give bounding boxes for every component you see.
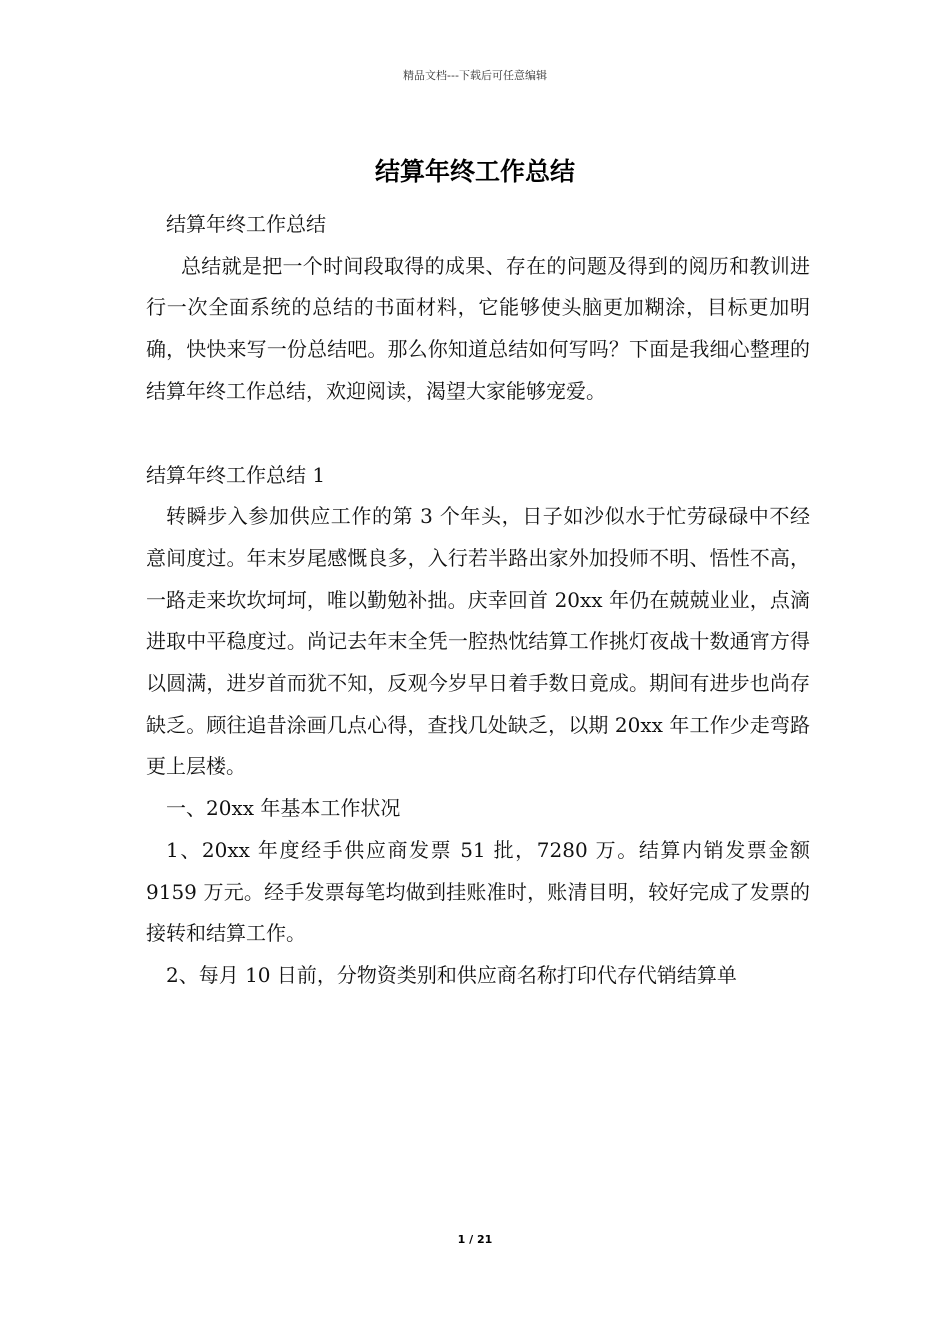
paragraph-intro: 总结就是把一个时间段取得的成果、存在的问题及得到的阅历和教训进行一次全面系统的总结的书面材料，它能够使头脑更加糊涂，目标更加明确，快快来写一份总结吧。那么你知道总结如何写吗？下面是我细心整理的结算年终工作总结，欢迎阅读，渴望大家能够宠爱。 — [146, 253, 810, 403]
page-header: 精品文档---下载后可任意编辑 — [403, 69, 547, 82]
subsection-heading: 一、20xx 年基本工作状况 — [166, 796, 401, 821]
document-body — [146, 204, 810, 997]
paragraph-body: 转瞬步入参加供应工作的第 3 个年头，日子如沙似水于忙劳碌碌中不经意间度过。年末岁尾感慨良多，入行若半路出家外加投师不明、悟性不高，一路走来坎坎坷坷，唯以勤勉补拙。庆幸回首 20xx 年仍在兢兢业业，点滴进取中平稳度过。尚记去年末全凭一腔热忱结算工作挑灯夜战十数通宵方得以圆满，进岁首而犹不知，反观今岁早日着手数日竟成。期间有进步也尚存缺乏。顾往追昔涂画几点心得，查找几处缺乏，以期 20xx 年工作少走弯路更上层楼。 — [146, 504, 810, 779]
page-number: 1 / 21 — [457, 1233, 493, 1246]
list-item: 2、每月 10 日前，分物资类别和供应商名称打印代存代销结算单 — [166, 962, 737, 987]
paragraph-subtitle: 结算年终工作总结 — [166, 212, 326, 236]
list-item: 1、20xx 年度经手供应商发票 51 批，7280 万。结算内销发票金额 9159 万元。经手发票每笔均做到挂账准时，账清目明，较好完成了发票的接转和结算工作。 — [146, 837, 810, 946]
section-heading: 结算年终工作总结 1 — [146, 462, 326, 487]
document-title: 结算年终工作总结 — [374, 157, 575, 186]
